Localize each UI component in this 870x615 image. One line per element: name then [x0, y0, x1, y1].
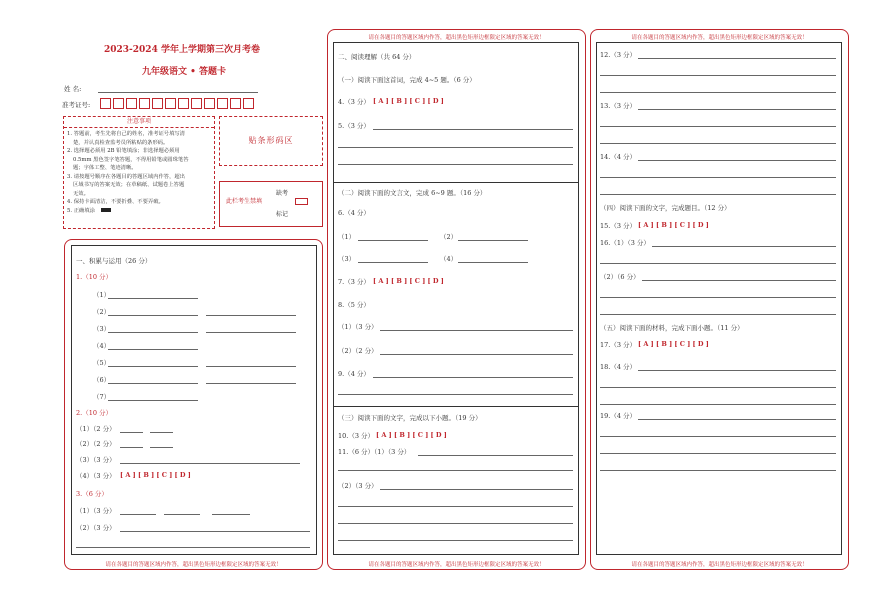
q19-label: 19.（4 分）: [600, 412, 637, 420]
answer-line[interactable]: [108, 383, 198, 384]
section1-title: 一、积累与运用（26 分）: [76, 257, 152, 265]
q11-2-label: （2）（3 分）: [338, 482, 378, 490]
q6-2-label: （2）: [440, 233, 458, 241]
q8-2-label: （2）（2 分）: [338, 347, 378, 355]
q1-item: （4）: [93, 342, 111, 350]
filled-sample-icon: [101, 208, 111, 212]
answer-line[interactable]: [338, 164, 573, 165]
answer-line[interactable]: [120, 531, 310, 532]
warning-text: 请在各题目的答题区域内作答，超出黑色矩形边框限定区域的答案无效！: [368, 35, 545, 41]
notice-item: 1. 答题前，考生先将自己的姓名，准考证号填写清: [67, 131, 185, 137]
answer-line[interactable]: [600, 126, 836, 127]
q3-1-label: （1）（3 分）: [76, 507, 116, 515]
q1-item: （5）: [93, 359, 111, 367]
absent-bottom-label: 标记: [276, 211, 289, 218]
answer-line[interactable]: [150, 447, 173, 448]
answer-line[interactable]: [373, 129, 573, 130]
answer-line[interactable]: [358, 240, 428, 241]
answer-line[interactable]: [652, 246, 836, 247]
notice-item: 4. 保持卡面清洁，不要折叠、不要弄破。: [67, 199, 164, 205]
answer-line[interactable]: [108, 400, 198, 401]
answer-line[interactable]: [600, 387, 836, 388]
answer-line[interactable]: [150, 432, 173, 433]
q4-label: 4.（3 分）: [338, 98, 370, 106]
q11-label: 11.（6 分）（1）（3 分）: [338, 448, 411, 456]
answer-line[interactable]: [76, 547, 310, 548]
absent-mark-checkbox[interactable]: [295, 198, 308, 205]
answer-line[interactable]: [338, 394, 573, 395]
answer-line[interactable]: [642, 280, 836, 281]
notice-title: 注意事项: [64, 117, 214, 128]
divider: [333, 406, 579, 407]
q2-label: 2.（10 分）: [76, 409, 113, 417]
answer-line[interactable]: [380, 330, 573, 331]
answer-line[interactable]: [120, 514, 156, 515]
answer-line[interactable]: [638, 109, 836, 110]
q2-1-label: （1）（2 分）: [76, 425, 116, 433]
absent-box: [219, 181, 323, 227]
q6-4-label: （4）: [440, 255, 458, 263]
barcode-label: 贴条形码区: [248, 136, 294, 145]
q10-choices[interactable]: [ A ] [ B ] [ C ] [ D ]: [376, 431, 447, 439]
q13-label: 13.（3 分）: [600, 102, 637, 110]
answer-line[interactable]: [600, 92, 836, 93]
divider: [333, 182, 579, 183]
q16-2-label: （2）（6 分）: [600, 273, 640, 281]
answer-line[interactable]: [338, 147, 573, 148]
q1-item: （3）: [93, 325, 111, 333]
q1-item: （2）: [93, 308, 111, 316]
answer-line[interactable]: [600, 470, 836, 471]
answer-line[interactable]: [458, 262, 528, 263]
part4-title: （四）阅读下面的文字，完成题目。（12 分）: [600, 204, 731, 212]
middle-inner: [333, 42, 579, 555]
notice-item: 区域书写的答案无效；在草稿纸、试题卷上答题: [73, 182, 185, 188]
q2-4-choices[interactable]: [ A ] [ B ] [ C ] [ D ]: [120, 471, 191, 479]
q8-label: 8.（5 分）: [338, 301, 370, 309]
part2-title: （二）阅读下面的文言文，完成 6~9 题。（16 分）: [338, 189, 487, 197]
q14-label: 14.（4 分）: [600, 153, 637, 161]
q1-item: （6）: [93, 376, 111, 384]
answer-line[interactable]: [600, 143, 836, 144]
q18-label: 18.（4 分）: [600, 363, 637, 371]
warning-text: 请在各题目的答题区域内作答，超出黑色矩形边框限定区域的答案无效！: [631, 562, 808, 568]
part1-title: （一）阅读下面这首词，完成 4~5 题。（6 分）: [338, 76, 476, 84]
answer-line[interactable]: [638, 160, 836, 161]
answer-line[interactable]: [373, 377, 573, 378]
answer-line[interactable]: [600, 453, 836, 454]
page-subtitle: 九年级语文 • 答题卡: [142, 67, 227, 77]
q6-3-label: （3）: [338, 255, 356, 263]
answer-line[interactable]: [206, 332, 296, 333]
answer-line[interactable]: [120, 447, 143, 448]
q12-label: 12.（3 分）: [600, 51, 637, 59]
q10-label: 10.（3 分）: [338, 432, 375, 440]
q4-choices[interactable]: [ A ] [ B ] [ C ] [ D ]: [373, 97, 444, 105]
answer-line[interactable]: [458, 240, 528, 241]
q1-item: （7）: [93, 393, 111, 401]
q2-4-label: （4）（3 分）: [76, 472, 116, 480]
warning-text: 请在各题目的答题区域内作答，超出黑色矩形边框限定区域的答案无效！: [368, 562, 545, 568]
q17-label: 17.（3 分）: [600, 341, 637, 349]
notice-item: 楚，并认真检查监考员所粘贴的条形码。: [73, 139, 169, 146]
notice-item: 0.5mm 黑色签字笔答题，不得用铅笔或圆珠笔答: [73, 156, 189, 163]
answer-line[interactable]: [418, 455, 573, 456]
q1-item: （1）: [93, 291, 111, 299]
answer-line[interactable]: [120, 432, 143, 433]
part3-title: （三）阅读下面的文字，完成以下小题。（19 分）: [338, 414, 482, 422]
answer-line[interactable]: [212, 514, 250, 515]
answer-line[interactable]: [108, 298, 198, 299]
notice-item: 2. 选择题必须用 2B 铅笔填涂；非选择题必须用: [67, 148, 180, 154]
warning-text: 请在各题目的答题区域内作答，超出黑色矩形边框限定区域的答案无效！: [631, 35, 808, 41]
id-label: 准考证号:: [62, 101, 91, 109]
q16-label: 16.（1）（3 分）: [600, 239, 650, 247]
q8-1-label: （1）（3 分）: [338, 323, 378, 331]
q15-choices[interactable]: [ A ] [ B ] [ C ] [ D ]: [638, 221, 709, 229]
absent-top-label: 缺考: [276, 190, 289, 197]
right-inner: [596, 42, 842, 555]
answer-line[interactable]: [164, 514, 200, 515]
answer-line[interactable]: [638, 370, 836, 371]
notice-item: 5. 正确填涂: [67, 207, 95, 214]
answer-line[interactable]: [600, 194, 836, 195]
answer-line[interactable]: [600, 404, 836, 405]
q3-2-label: （2）（3 分）: [76, 524, 116, 532]
answer-line[interactable]: [206, 366, 296, 367]
q3-label: 3.（6 分）: [76, 490, 108, 498]
answer-line[interactable]: [600, 436, 836, 437]
q1-label: 1.（10 分）: [76, 273, 113, 281]
q7-choices[interactable]: [ A ] [ B ] [ C ] [ D ]: [373, 277, 444, 285]
answer-line[interactable]: [380, 354, 573, 355]
notice-item: 3. 请按题号顺序在各题目的答题区域内作答，超出: [67, 173, 185, 180]
page-title: 2023-2024 学年上学期第三次月考卷: [104, 45, 260, 55]
answer-line[interactable]: [108, 349, 198, 350]
answer-line[interactable]: [638, 419, 836, 420]
q6-1-label: （1）: [338, 233, 356, 241]
q2-3-label: （3）（3 分）: [76, 456, 116, 464]
q5-label: 5.（3 分）: [338, 122, 370, 130]
answer-line[interactable]: [338, 506, 573, 507]
answer-line[interactable]: [600, 314, 836, 315]
q17-choices[interactable]: [ A ] [ B ] [ C ] [ D ]: [638, 340, 709, 348]
notice-item: 题；字体工整、笔迹清晰。: [73, 165, 137, 171]
part5-title: （五）阅读下面的材料，完成下面小题。（11 分）: [600, 324, 744, 332]
barcode-area: [219, 116, 323, 166]
name-field[interactable]: [98, 92, 258, 93]
answer-line[interactable]: [206, 383, 296, 384]
notice-item: 无效。: [73, 190, 89, 197]
answer-line[interactable]: [108, 332, 198, 333]
answer-line[interactable]: [108, 366, 198, 367]
q15-label: 15.（3 分）: [600, 222, 637, 230]
name-label: 姓 名:: [64, 85, 82, 93]
answer-line[interactable]: [380, 489, 573, 490]
answer-line[interactable]: [206, 315, 296, 316]
notice-box: [63, 116, 215, 229]
q9-label: 9.（4 分）: [338, 370, 370, 378]
answer-line[interactable]: [338, 523, 573, 524]
answer-line[interactable]: [638, 58, 836, 59]
section2-title: 二、阅读理解（共 64 分）: [338, 53, 416, 61]
answer-line[interactable]: [120, 463, 300, 464]
answer-line[interactable]: [338, 470, 573, 471]
q2-2-label: （2）（2 分）: [76, 440, 116, 448]
answer-line[interactable]: [338, 540, 573, 541]
answer-line[interactable]: [358, 262, 428, 263]
answer-line[interactable]: [600, 75, 836, 76]
absent-note: 此栏考生禁填: [226, 198, 263, 205]
warning-text: 请在各题目的答题区域内作答，超出黑色矩形边框限定区域的答案无效！: [105, 562, 282, 568]
q7-label: 7.（3 分）: [338, 278, 370, 286]
answer-line[interactable]: [600, 263, 836, 264]
answer-line[interactable]: [108, 315, 198, 316]
q6-label: 6.（4 分）: [338, 209, 370, 217]
answer-line[interactable]: [600, 177, 836, 178]
answer-line[interactable]: [600, 297, 836, 298]
